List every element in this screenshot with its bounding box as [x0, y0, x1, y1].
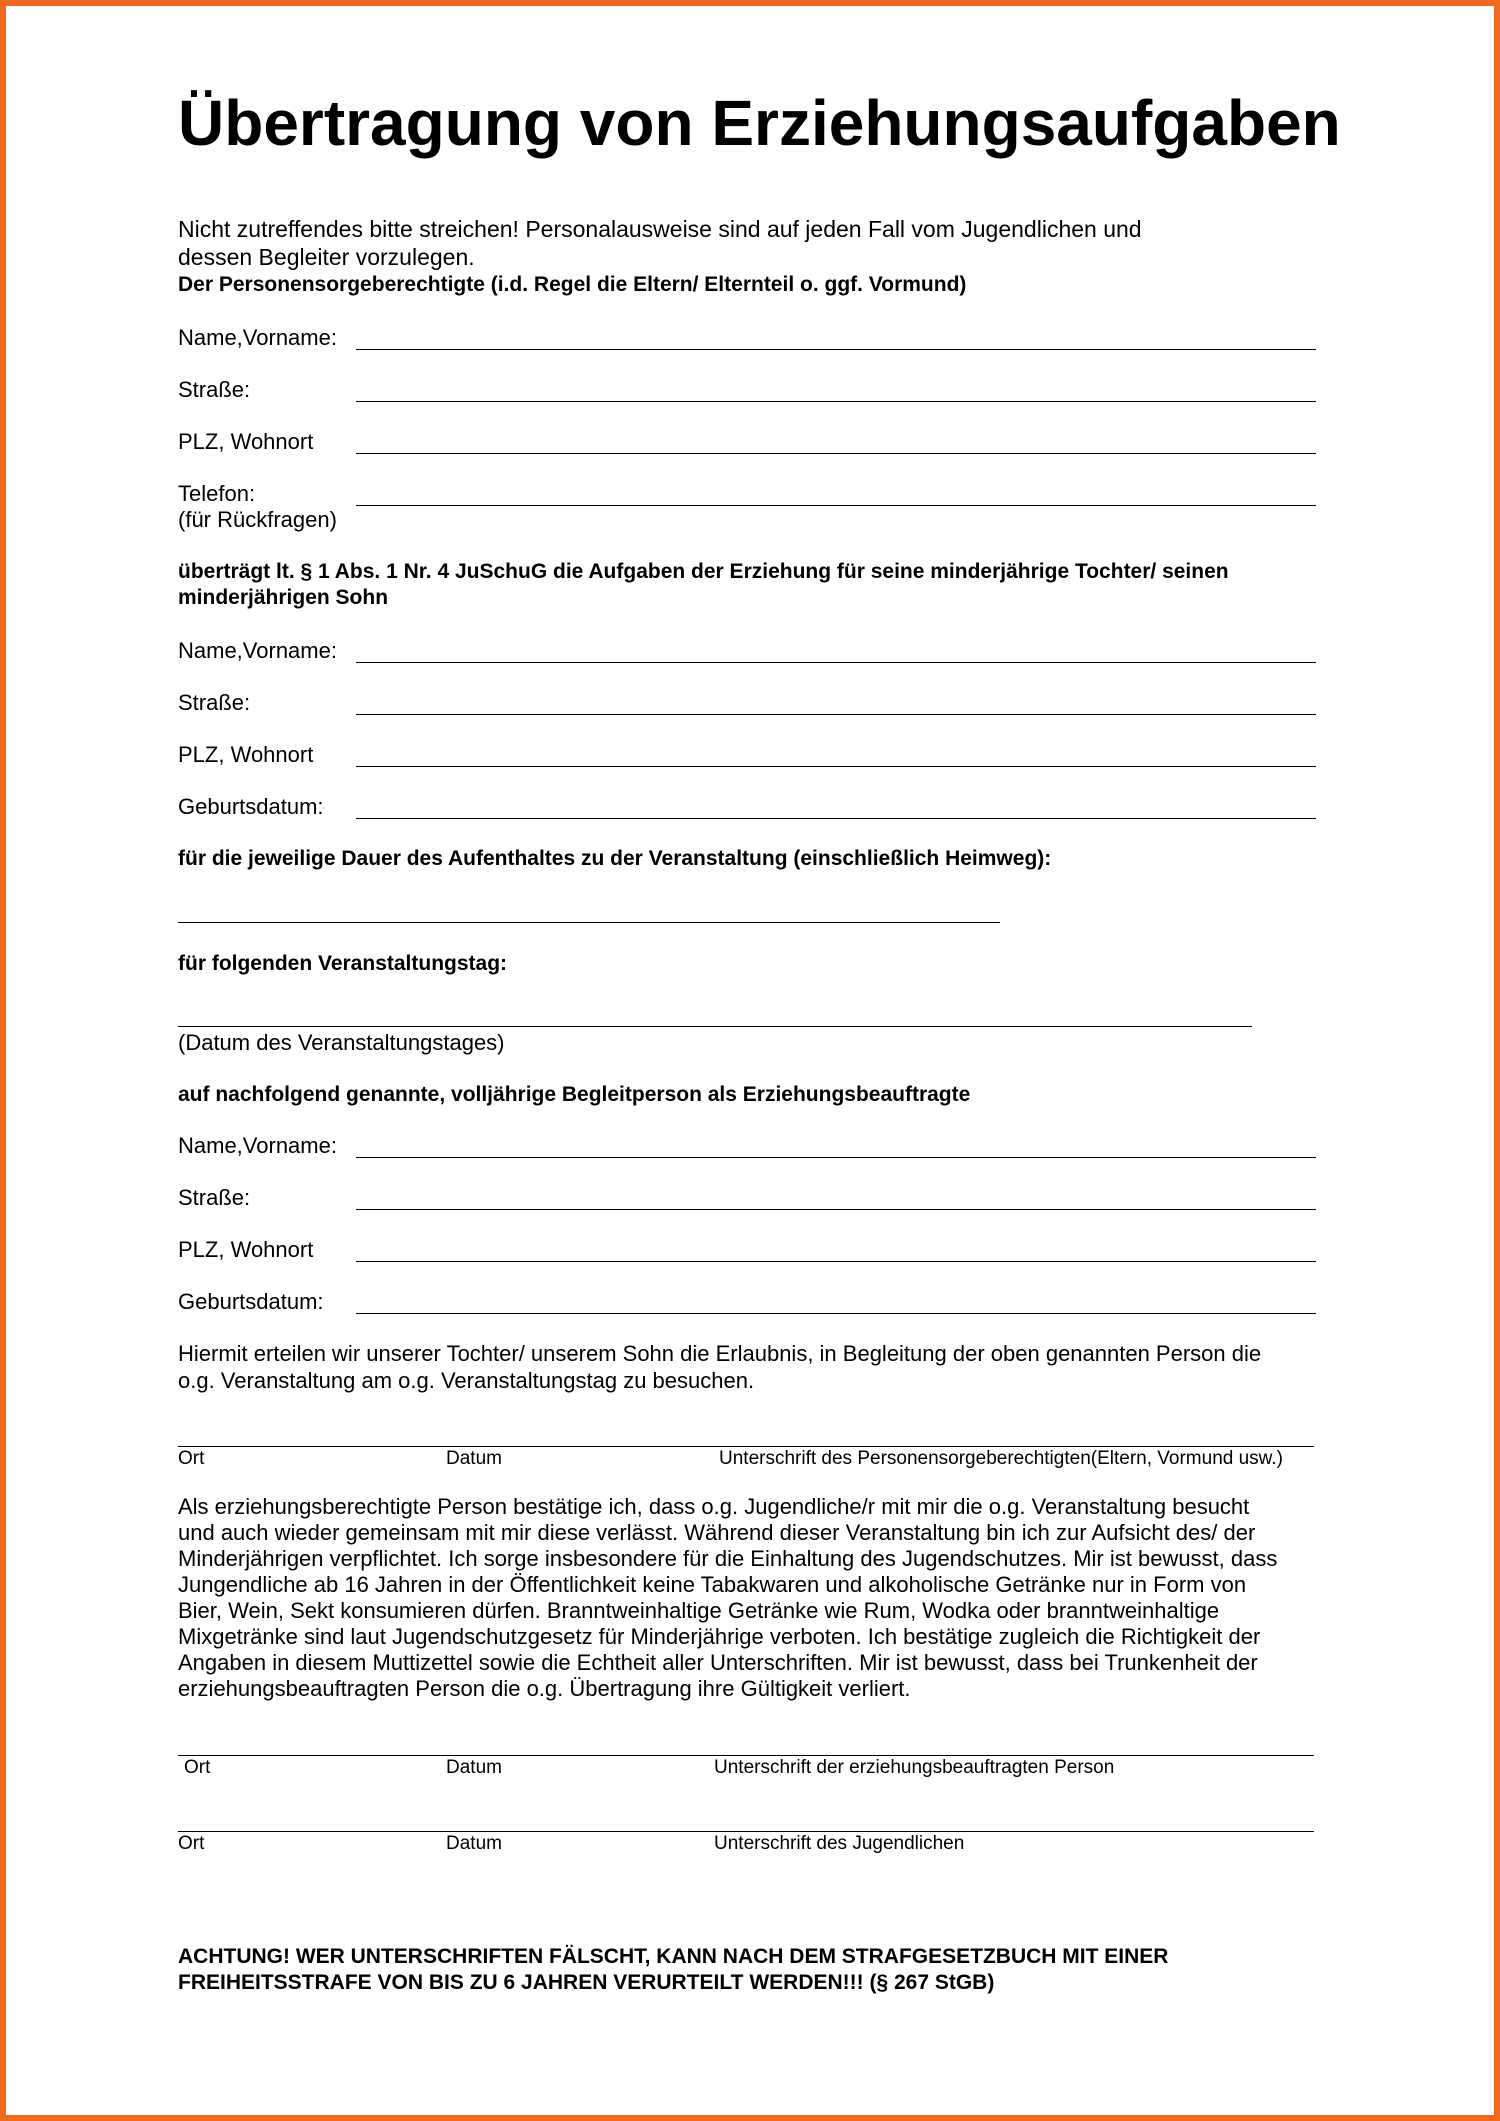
minor-birth-field[interactable] [356, 818, 1316, 819]
intro-line-1: Nicht zutreffendes bitte streichen! Personalausweise sind auf jeden Fall vom Jugendlichen und [178, 216, 1142, 242]
minor-street-field[interactable] [356, 714, 1316, 715]
guardian-street-label: Straße: [178, 377, 251, 402]
declaration-line-8: erziehungsbeauftragten Person die o.g. Übertragung ihre Gültigkeit verliert. [178, 1676, 911, 1701]
companion-birth-field[interactable] [356, 1313, 1316, 1314]
signature-line-guardian[interactable] [178, 1446, 1314, 1447]
signature2-sign-label: Unterschrift der erziehungsbeauftragten Person [714, 1757, 1115, 1778]
companion-city-label: PLZ, Wohnort [178, 1237, 314, 1262]
guardian-phone-sublabel: (für Rückfragen) [178, 507, 337, 532]
guardian-name-field[interactable] [356, 349, 1316, 350]
intro-line-2: dessen Begleiter vorzulegen. [178, 244, 475, 270]
guardian-name-label: Name,Vorname: [178, 325, 337, 350]
declaration-line-6: Mixgetränke sind laut Jugendschutzgesetz für Minderjährige verboten. Ich bestätige zugleich die Richtigkeit der [178, 1624, 1261, 1649]
declaration-line-5: Bier, Wein, Sekt konsumieren dürfen. Branntweinhaltige Getränke wie Rum, Wodka oder branntweinhaltige [178, 1598, 1220, 1623]
signature2-place-label: Ort [184, 1757, 211, 1778]
minor-street-label: Straße: [178, 690, 251, 715]
duration-heading: für die jeweilige Dauer des Aufenthaltes zu der Veranstaltung (einschließlich Heimweg): [178, 847, 1052, 870]
minor-city-field[interactable] [356, 766, 1316, 767]
signature3-sign-label: Unterschrift des Jugendlichen [714, 1833, 965, 1854]
declaration-line-4: Jungendliche ab 16 Jahren in der Öffentlichkeit keine Tabakwaren und alkoholische Getränke nur in Form von [178, 1572, 1247, 1597]
guardian-phone-label: Telefon: [178, 481, 256, 506]
duration-field[interactable] [178, 922, 1000, 923]
companion-heading: auf nachfolgend genannte, volljährige Begleitperson als Erziehungsbeauftragte [178, 1083, 971, 1106]
guardian-city-label: PLZ, Wohnort [178, 429, 314, 454]
event-day-field[interactable] [178, 1026, 1252, 1027]
signature3-place-label: Ort [178, 1833, 205, 1854]
event-day-heading: für folgenden Veranstaltungstag: [178, 952, 508, 975]
transfer-line-2: minderjährigen Sohn [178, 586, 389, 609]
guardian-street-field[interactable] [356, 401, 1316, 402]
page-title: Übertragung von Erziehungsaufgaben [178, 87, 1341, 159]
permission-line-2: o.g. Veranstaltung am o.g. Veranstaltungstag zu besuchen. [178, 1368, 755, 1393]
declaration-line-7: Angaben in diesem Muttizettel sowie die Echtheit aller Unterschriften. Mir ist bewusst, dass bei Trunkenheit der [178, 1650, 1258, 1675]
event-day-caption: (Datum des Veranstaltungstages) [178, 1030, 505, 1055]
declaration-line-2: und auch wieder gemeinsam mit mir diese verlässt. Während dieser Veranstaltung bin ich zur Aufsicht des/ der [178, 1520, 1256, 1545]
signature1-place-label: Ort [178, 1448, 205, 1469]
companion-name-field[interactable] [356, 1157, 1316, 1158]
signature-line-minor[interactable] [178, 1831, 1314, 1832]
minor-city-label: PLZ, Wohnort [178, 742, 314, 767]
companion-birth-label: Geburtsdatum: [178, 1289, 324, 1314]
warning-line-1: ACHTUNG! WER UNTERSCHRIFTEN FÄLSCHT, KANN NACH DEM STRAFGESETZBUCH MIT EINER [178, 1945, 1169, 1968]
declaration-line-1: Als erziehungsberechtigte Person bestätige ich, dass o.g. Jugendliche/r mit mir die o.g. Veranstaltung besucht [178, 1494, 1250, 1519]
companion-city-field[interactable] [356, 1261, 1316, 1262]
signature-line-companion[interactable] [178, 1755, 1314, 1756]
transfer-line-1: überträgt lt. § 1 Abs. 1 Nr. 4 JuSchuG die Aufgaben der Erziehung für seine minderjährige Tochter/ seinen [178, 560, 1229, 583]
guardian-heading: Der Personensorgeberechtigte (i.d. Regel die Eltern/ Elternteil o. ggf. Vormund) [178, 273, 967, 296]
signature1-date-label: Datum [446, 1448, 502, 1469]
warning-line-2: FREIHEITSSTRAFE VON BIS ZU 6 JAHREN VERURTEILT WERDEN!!! (§ 267 StGB) [178, 1971, 995, 1994]
signature1-sign-label: Unterschrift des Personensorgeberechtigten(Eltern, Vormund usw.) [719, 1448, 1283, 1469]
permission-line-1: Hiermit erteilen wir unserer Tochter/ unserem Sohn die Erlaubnis, in Begleitung der oben genannten Person die [178, 1341, 1262, 1366]
companion-name-label: Name,Vorname: [178, 1133, 337, 1158]
minor-birth-label: Geburtsdatum: [178, 794, 324, 819]
companion-street-field[interactable] [356, 1209, 1316, 1210]
signature2-date-label: Datum [446, 1757, 502, 1778]
guardian-phone-field[interactable] [356, 505, 1316, 506]
guardian-city-field[interactable] [356, 453, 1316, 454]
signature3-date-label: Datum [446, 1833, 502, 1854]
minor-name-field[interactable] [356, 662, 1316, 663]
minor-name-label: Name,Vorname: [178, 638, 337, 663]
companion-street-label: Straße: [178, 1185, 251, 1210]
declaration-line-3: Minderjährigen verpflichtet. Ich sorge insbesondere für die Einhaltung des Jugendschutzes. Mir ist bewusst, dass [178, 1546, 1278, 1571]
